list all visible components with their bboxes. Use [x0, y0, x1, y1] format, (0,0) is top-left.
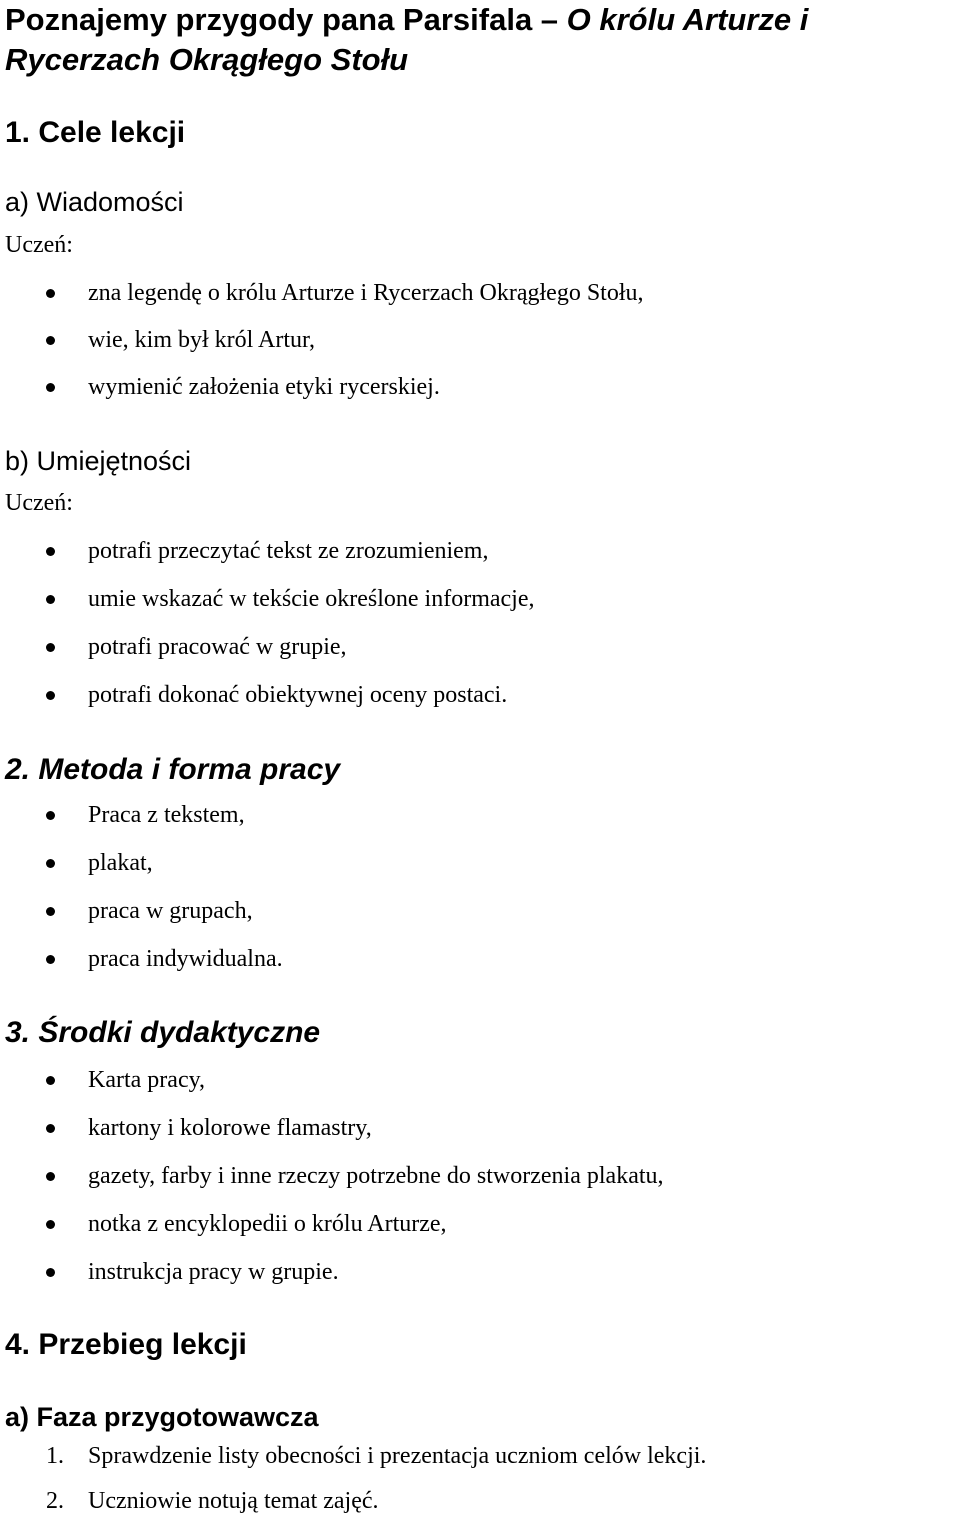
- section1-heading: 1. Cele lekcji: [5, 116, 186, 149]
- section2-heading: 2. Metoda i forma pracy: [5, 753, 341, 786]
- section3-heading: 3. Środki dydaktyczne: [5, 1016, 321, 1049]
- list-item: instrukcja pracy w grupie.: [88, 1259, 339, 1285]
- bullet-icon: [46, 1076, 55, 1085]
- section1a-label: Uczeń:: [5, 232, 73, 258]
- list-item: Karta pracy,: [88, 1067, 206, 1093]
- title-part1: Poznajemy przygody pana Parsifala –: [5, 2, 567, 37]
- bullet-icon: [46, 1124, 55, 1133]
- bullet-icon: [46, 691, 55, 700]
- bullet-icon: [46, 643, 55, 652]
- list-item: praca indywidualna.: [88, 946, 283, 972]
- list-item: wie, kim był król Artur,: [88, 327, 316, 353]
- title-line2: Rycerzach Okrągłego Stołu: [5, 42, 409, 77]
- bullet-icon: [46, 811, 55, 820]
- list-item: gazety, farby i inne rzeczy potrzebne do stworzenia plakatu,: [88, 1163, 664, 1189]
- bullet-icon: [46, 595, 55, 604]
- list-item: plakat,: [88, 850, 153, 876]
- bullet-icon: [46, 955, 55, 964]
- bullet-icon: [46, 1220, 55, 1229]
- list-item: potrafi pracować w grupie,: [88, 634, 347, 660]
- bullet-icon: [46, 547, 55, 556]
- list-item: Uczniowie notują temat zajęć.: [88, 1488, 379, 1514]
- section4-heading: 4. Przebieg lekcji: [5, 1328, 247, 1361]
- list-item: umie wskazać w tekście określone informacje,: [88, 586, 535, 612]
- list-item: zna legendę o królu Arturze i Rycerzach Okrągłego Stołu,: [88, 280, 644, 306]
- bullet-icon: [46, 383, 55, 392]
- list-item: potrafi dokonać obiektywnej oceny postaci.: [88, 682, 508, 708]
- list-item-number: 2.: [46, 1488, 64, 1514]
- bullet-icon: [46, 859, 55, 868]
- list-item: notka z encyklopedii o królu Arturze,: [88, 1211, 447, 1237]
- bullet-icon: [46, 289, 55, 298]
- section1a-heading: a) Wiadomości: [5, 187, 184, 217]
- list-item: Sprawdzenie listy obecności i prezentacja uczniom celów lekcji.: [88, 1443, 707, 1469]
- list-item-number: 1.: [46, 1443, 64, 1469]
- list-item: kartony i kolorowe flamastry,: [88, 1115, 372, 1141]
- page-title: [5, 0, 808, 40]
- list-item: praca w grupach,: [88, 898, 253, 924]
- title-part2: O królu Arturze i: [566, 2, 809, 37]
- section1b-label: Uczeń:: [5, 490, 73, 516]
- section4a-heading: a) Faza przygotowawcza: [5, 1402, 319, 1432]
- bullet-icon: [46, 907, 55, 916]
- list-item: wymienić założenia etyki rycerskiej.: [88, 374, 440, 400]
- section1b-heading: b) Umiejętności: [5, 446, 192, 476]
- list-item: Praca z tekstem,: [88, 802, 245, 828]
- bullet-icon: [46, 336, 55, 345]
- list-item: potrafi przeczytać tekst ze zrozumieniem,: [88, 538, 489, 564]
- bullet-icon: [46, 1172, 55, 1181]
- bullet-icon: [46, 1268, 55, 1277]
- page-title-line2: [5, 40, 408, 80]
